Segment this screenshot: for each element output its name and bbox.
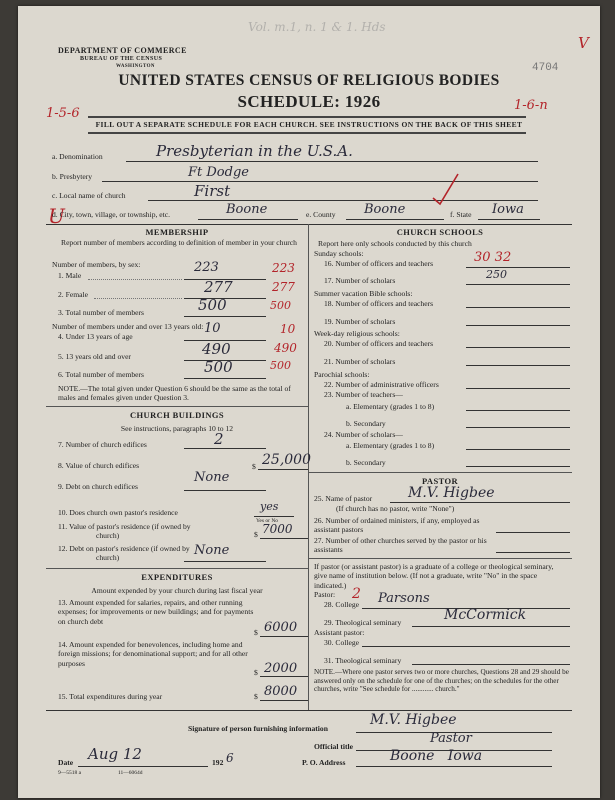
q20-label: 20. Number of officers and teachers [324, 339, 434, 348]
schools-intro: Report here only schools conducted by this church [318, 239, 472, 248]
q23-label: 23. Number of teachers— [324, 390, 403, 399]
sunday-label: Sunday schools: [314, 249, 364, 258]
buildings-see: See instructions, paragraphs 10 to 12 [120, 424, 234, 433]
year-prefix: 192 [212, 758, 224, 767]
q15-value: 8000 [264, 684, 298, 699]
by-age-label: Number of members under and over 13 years old: [52, 322, 204, 331]
q18-label: 18. Number of officers and teachers [324, 299, 434, 308]
q13-value: 6000 [264, 620, 298, 635]
signature-value: M.V. Higbee [370, 712, 457, 728]
form-title: UNITED STATES CENSUS OF RELIGIOUS BODIES [118, 72, 500, 89]
pencil-note: Vol. m.1, n. 1 & 1. Hds [248, 20, 386, 34]
q4-red-value: 10 [280, 322, 296, 336]
q9-value: None [194, 470, 230, 485]
buildings-heading: CHURCH BUILDINGS [129, 410, 224, 420]
q8-label: 8. Value of church edifices [58, 461, 140, 470]
presbytery-value: Ft Dodge [188, 165, 249, 180]
q22-label: 22. Number of administrative officers [324, 380, 439, 389]
q17-value: 250 [486, 268, 507, 281]
q28-red-mark: 2 [352, 586, 361, 602]
q11-label: 11. Value of pastor's residence (if owned by [58, 522, 191, 531]
bureau-label: BUREAU OF THE CENSUS [80, 56, 163, 62]
q19-label: 19. Number of scholars [324, 317, 396, 326]
q7-label: 7. Number of church edifices [58, 440, 147, 449]
q29-label: 29. Theological seminary [324, 618, 402, 627]
address-label: P. O. Address [302, 758, 346, 767]
document-number: 4704 [532, 62, 559, 74]
q25-label: 25. Name of pastor [314, 494, 373, 503]
q25-note: (If church has no pastor, write "None") [336, 504, 455, 513]
county-value: Boone [364, 202, 406, 217]
q24-label: 24. Number of scholars— [324, 430, 403, 439]
membership-note: NOTE.—The total given under Question 6 should be the same as the total of males and females given under Question 3. [58, 384, 291, 403]
membership-heading: MEMBERSHIP [145, 227, 209, 237]
q8-value: 25,000 [262, 452, 311, 468]
form-code: 9—5518 a [58, 770, 82, 776]
state-label: f. State [450, 210, 472, 219]
pastor-heading: PASTOR [421, 476, 459, 486]
q21-label: 21. Number of scholars [324, 357, 396, 366]
graduate-instruction: If pastor (or assistant pastor) is a graduate of a college or theological seminary, give name of institution below. (If not a graduate, write "No" in the space indicated.) [314, 562, 554, 590]
summer-label: Summer vacation Bible schools: [314, 289, 413, 298]
q15-label: 15. Total expenditures during year [58, 692, 163, 701]
q16-label: 16. Number of officers and teachers [324, 259, 434, 268]
local-name-label: c. Local name of church [52, 191, 126, 200]
q4-label: 4. Under 13 years of age [58, 332, 133, 341]
check-mark: V [578, 34, 589, 52]
q30-label: 30. College [324, 638, 360, 647]
q6-red-value: 500 [270, 359, 291, 372]
address-value: Boone Iowa [390, 748, 483, 764]
q3-red-value: 500 [270, 299, 291, 312]
assistant-sublabel: Assistant pastor: [314, 628, 365, 637]
denomination-label: a. Denomination [52, 152, 103, 161]
county-label: e. County [306, 210, 336, 219]
q3-value: 500 [198, 296, 227, 314]
schools-heading: CHURCH SCHOOLS [396, 227, 484, 237]
instruction-line: FILL OUT A SEPARATE SCHEDULE FOR EACH CHURCH. SEE INSTRUCTIONS ON THE BACK OF THIS SHEET [95, 120, 523, 129]
q25-value: M.V. Higbee [408, 485, 495, 501]
q24a-label: a. Elementary (grades 1 to 8) [346, 441, 435, 450]
q26-label: 26. Number of ordained ministers, if any, employed as assistant pastors [314, 516, 480, 535]
date-label: Date [58, 758, 74, 767]
schedule-title: SCHEDULE: 1926 [237, 92, 381, 111]
denomination-value: Presbyterian in the U.S.A. [156, 142, 353, 160]
q10-value: yes [260, 500, 279, 513]
q14-label: 14. Amount expended for benevolences, including home and foreign missions; for denominational support; and for all other purposes [58, 640, 248, 668]
local-name-value: First [194, 182, 231, 200]
q5-value: 490 [202, 340, 231, 358]
q1-label: 1. Male [58, 271, 82, 280]
q12-label-cont: church) [96, 553, 120, 562]
q28-value: Parsons [378, 591, 430, 606]
q2-label: 2. Female [58, 290, 88, 299]
yes-no-label: Yes or No [256, 518, 279, 524]
q6-value: 500 [204, 358, 233, 376]
department-label: DEPARTMENT OF COMMERCE [58, 46, 187, 55]
parochial-label: Parochial schools: [314, 370, 370, 379]
census-schedule-page: Vol. m.1, n. 1 & 1. Hds V 4704 DEPARTMENT OF COMMERCE BUREAU OF THE CENSUS WASHINGTON UNITED STATES CENSUS OF RELIGIOUS BODIES SCHEDULE: 1926 1-5-6 1-6-n FILL OUT A SEPARATE SCHEDULE FOR EACH CHURCH. SEE INSTRUCTIONS ON THE BACK OF THIS SHEET a. Denomination Presbyterian in the U.S.A. b. Presbytery Ft Dodge c. Local name of church First U d. City, town, village, or township, etc. Boone e. County Boone f. State Iowa MEMBERSHIP Report number of members according to definition of member in your church Number of members, by sex: 1. Male 223 223 2. Female 277 277 3. Total number of members 500 500 Number of members under and over 13 years old: 4. Under 13 years of age 10 10 5. 13 years old and over 490 490 6. Total number of members 500 500 NOTE.—The total given under Question 6 should be the same as the total of males and females given under Question 3. CHURCH BUILDINGS See instructions, paragraphs 10 to 12 7. Number of church edifices 2 8. Value of church edifices $ 25,000 9. Debt on church edifices None 10. Does church own pastor's residence yes Yes or No 11. Value of pastor's residence (if owned by church) $ 7000 12. Debt on pastor's residence (if owned by church) None EXPENDITURES Amount expended by your church during last fiscal year 13. Amount expended for salaries, repairs, and other running expenses; for improvements or new buildings; and for payments on church debt $ 6000 14. Amount expended for benevolences, including home and foreign missions; for denominational support; and for all other purposes $ 2000 15. Total expenditures during year $ 8000 CHURCH SCHOOLS Report here only schools conducted by this church Sunday schools: 16. Number of officers and teachers 30 32 17. Number of scholars 250 Summer vacation Bible schools: 18. Number of officers and teachers 19. Number of scholars Week-day religious schools: 20. Number of officers and teachers 21. Number of scholars Parochial schools: 22. Number of administrative officers 23. Number of teachers— a. Elementary (grades 1 to 8) b. Secondary 24. Number of scholars— a. Elementary (grades 1 to 8) b. Secondary PASTOR 25. Name of pastor M.V. Higbee (If church has no pastor, write "None") 26. Number of ordained ministers, if any, employed as assistant pastors 27. Number of other churches served by the pastor or his assistants If pastor (or assistant pastor) is a graduate of a college or theological seminary, give name of institution below. (If not a graduate, write "No" in the space indicated.) Pastor: 28. College 2 Parsons 29. Theological seminary McCormick Assistant pastor: 30. College 31. Theological seminary NOTE.—Where one pastor serves two or more churches, Questions 28 and 29 should be answered only on the schedule for one of the churches; on the schedules for the other churches, write "See schedule for ............ church." Signature of person furnishing information M.V. Higbee Official title Pastor Date Aug 12 192 6 P. O. Address Boone Iowa 9—5518 a 11—6064d [18, 6, 600, 798]
q29-value: McCormick [444, 607, 527, 623]
q13-label: 13. Amount expended for salaries, repairs, and other running expenses; for improvements or new buildings; and for payments on church debt [58, 598, 254, 626]
membership-intro: Report number of members according to definition of member in your church [61, 238, 297, 247]
q11-label-cont: church) [96, 531, 120, 540]
year-value: 6 [226, 751, 234, 765]
q31-label: 31. Theological seminary [324, 656, 402, 665]
q11-value: 7000 [262, 522, 293, 536]
q27-label: 27. Number of other churches served by the pastor or his assistants [314, 536, 487, 555]
q1-value: 223 [194, 260, 219, 275]
q5-red-value: 490 [274, 341, 297, 355]
presbytery-label: b. Presbytery [52, 172, 93, 181]
date-value: Aug 12 [88, 745, 142, 763]
city-label: d. City, town, village, or township, etc. [52, 210, 171, 219]
q2-value: 277 [204, 278, 233, 296]
left-red-mark: U [48, 204, 65, 228]
red-check-icon [430, 172, 460, 206]
q7-value: 2 [214, 430, 224, 448]
q17-label: 17. Number of scholars [324, 276, 396, 285]
pastor-note: NOTE.—Where one pastor serves two or more churches, Questions 28 and 29 should be answered only on the schedule for one of the churches; on the schedules for the other churches, write "See schedule for ............ church." [314, 668, 569, 694]
q28-label: 28. College [324, 600, 360, 609]
q14-value: 2000 [264, 661, 298, 676]
q9-label: 9. Debt on church edifices [58, 482, 138, 491]
q16-value: 30 32 [474, 250, 512, 265]
q1-red-value: 223 [272, 261, 295, 275]
title-value: Pastor [430, 731, 472, 746]
q12-label: 12. Debt on pastor's residence (if owned by [58, 544, 190, 553]
q3-label: 3. Total number of members [58, 308, 145, 317]
state-value: Iowa [492, 202, 524, 217]
q23b-label: b. Secondary [346, 419, 386, 428]
print-code: 11—6064d [118, 770, 143, 776]
city-label: WASHINGTON [116, 64, 155, 69]
q6-label: 6. Total number of members [58, 370, 145, 379]
q23a-label: a. Elementary (grades 1 to 8) [346, 402, 435, 411]
signature-label: Signature of person furnishing information [188, 724, 328, 733]
city-value: Boone [226, 202, 268, 217]
q12-value: None [194, 543, 230, 558]
right-code: 1-6-n [514, 98, 548, 113]
q10-label: 10. Does church own pastor's residence [58, 508, 178, 517]
q2-red-value: 277 [272, 280, 295, 294]
pastor-sublabel: Pastor: [314, 590, 336, 599]
weekday-label: Week-day religious schools: [314, 329, 400, 338]
left-code: 1-5-6 [46, 106, 80, 121]
expenditures-heading: EXPENDITURES [141, 572, 213, 582]
title-label: Official title [314, 742, 354, 751]
by-sex-label: Number of members, by sex: [52, 260, 141, 269]
q24b-label: b. Secondary [346, 458, 386, 467]
q5-label: 5. 13 years old and over [58, 352, 131, 361]
q4-value: 10 [204, 321, 221, 336]
expenditures-intro: Amount expended by your church during last fiscal year [91, 586, 263, 595]
